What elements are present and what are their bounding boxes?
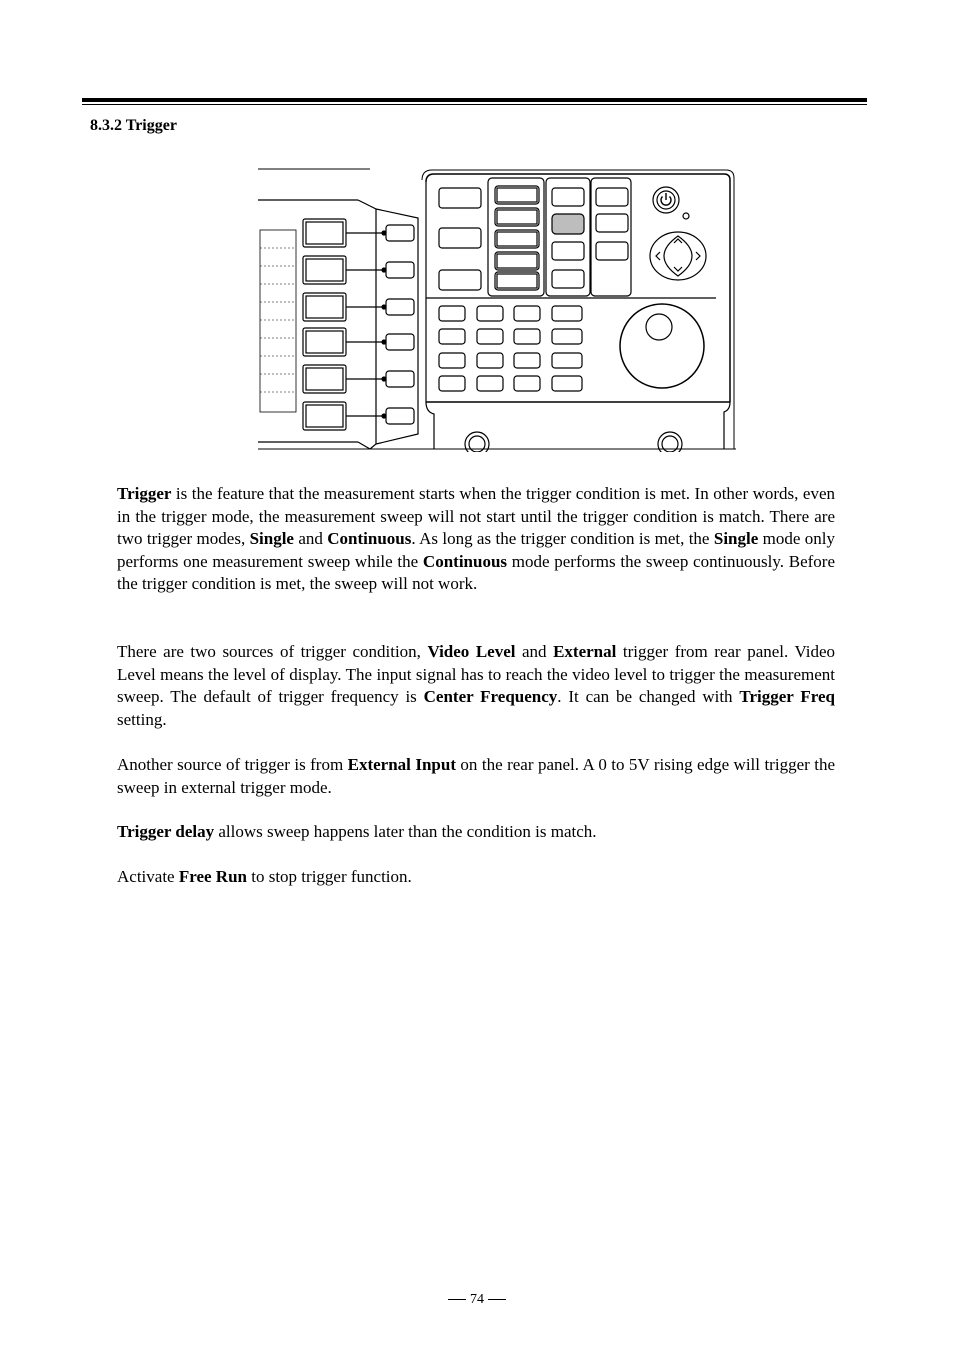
bold-term: Video Level <box>427 642 516 661</box>
text-run: Another source of trigger is from <box>117 755 348 774</box>
header-rule-thin <box>82 104 867 105</box>
bold-term: Single <box>249 529 294 548</box>
bold-term: Free Run <box>178 867 247 886</box>
paragraph-trigger-intro <box>117 483 835 596</box>
bold-term: Trigger <box>117 484 172 503</box>
bold-term: Single <box>713 529 759 548</box>
page-number <box>0 1292 954 1308</box>
text-run: . As long as the trigger condition is met, the <box>411 529 714 548</box>
text-run: Activate <box>117 867 179 886</box>
text-run: and <box>293 529 328 548</box>
bold-term: External <box>553 642 617 661</box>
section-title: 8.3.2 Trigger <box>90 117 177 134</box>
trigger-key <box>552 214 584 234</box>
text-run: mode only performs one measurement sweep while the <box>117 529 836 571</box>
text-run: There are two sources of trigger condition, <box>117 642 428 661</box>
bold-term: External Input <box>347 755 456 774</box>
text-run: is the feature that the measurement starts when the trigger condition is met. In other words, even in the trigger mode, the measurement sweep will not start until the trigger condition is match. There are two trigger modes, <box>117 484 835 548</box>
page-number-dash-left <box>448 1299 466 1300</box>
bold-term: Continuous <box>327 529 412 548</box>
front-panel-figure <box>258 166 736 452</box>
text-run: on the rear panel. A 0 to 5V rising edge will trigger the sweep in external trigger mode. <box>117 755 835 797</box>
page-number-value: 74 <box>470 1292 484 1307</box>
text-run: mode performs the sweep continuously. Before the trigger condition is met, the sweep will not work. <box>117 551 835 593</box>
paragraph-trigger-sources <box>117 641 835 731</box>
paragraph-trigger-delay <box>117 821 835 844</box>
paragraph-free-run <box>117 866 835 889</box>
bold-term: Trigger Freq <box>739 687 835 706</box>
bold-term: Center Frequency <box>423 687 558 706</box>
header-rule-thick <box>82 98 867 102</box>
text-run: trigger from rear panel. Video Level means the level of display. The input signal has to reach the video level to trigger the measurement sweep. The default of trigger frequency is <box>117 642 836 706</box>
bold-term: Trigger delay <box>117 822 215 841</box>
text-run: allows sweep happens later than the condition is match. <box>214 822 597 841</box>
paragraph-external-input <box>117 754 835 799</box>
bold-term: Continuous <box>422 551 508 571</box>
text-run: to stop trigger function. <box>247 867 412 886</box>
text-run: setting. <box>117 709 167 729</box>
text-run: . It can be changed with <box>557 687 740 706</box>
page-number-dash-right <box>488 1299 506 1300</box>
text-run: and <box>515 642 554 661</box>
